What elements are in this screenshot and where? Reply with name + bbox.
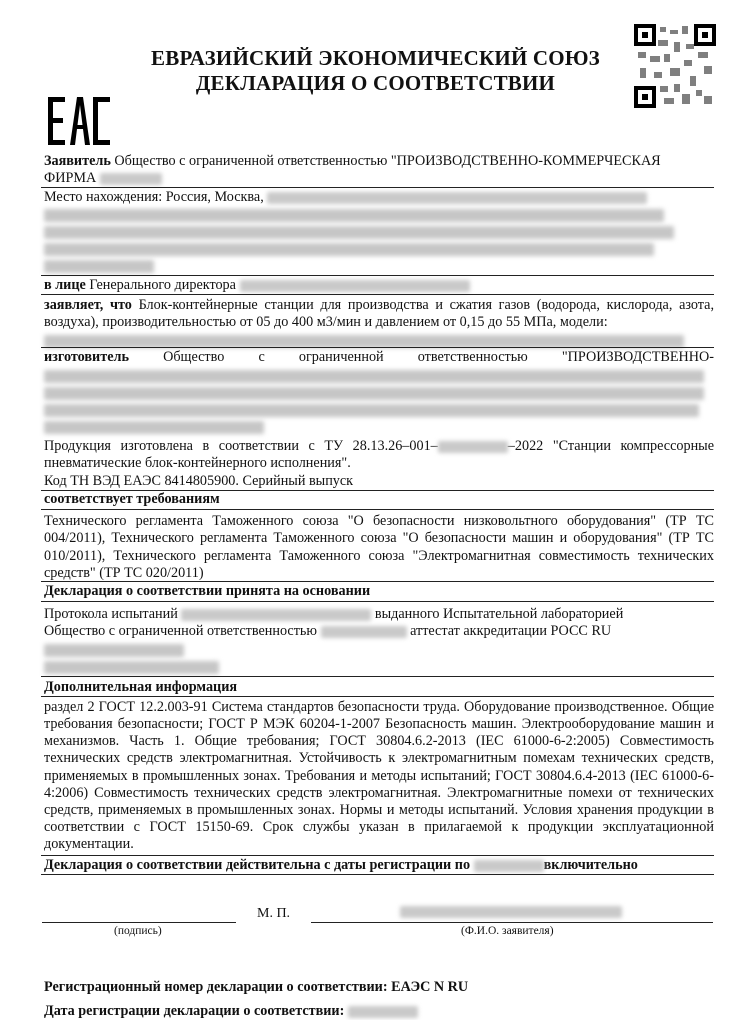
registration-date-row xyxy=(44,1003,714,1020)
divider xyxy=(41,601,714,602)
name-caption: (Ф.И.О. заявителя) xyxy=(461,925,554,937)
registration-number: Регистрационный номер декларации о соответствии: ЕАЭС N RU xyxy=(44,979,469,995)
redacted-line xyxy=(44,387,704,400)
registration-date: Дата регистрации декларации о соответствии: xyxy=(44,1003,345,1019)
redacted-line xyxy=(44,370,704,383)
manufacturer-text: Общество с ограниченной ответственностью "ПРОИЗВОДСТВЕННО- xyxy=(163,349,714,365)
divider xyxy=(41,294,714,295)
person-section xyxy=(44,277,714,294)
redacted-line xyxy=(44,421,264,434)
applicant-section xyxy=(44,153,714,188)
union-title: ЕВРАЗИЙСКИЙ ЭКОНОМИЧЕСКИЙ СОЮЗ xyxy=(151,46,600,70)
redacted-line xyxy=(44,661,219,674)
signature-line xyxy=(42,922,236,923)
applicant-text: Общество с ограниченной ответственностью "ПРОИЗВОДСТВЕННО-КОММЕРЧЕСКАЯ ФИРМА xyxy=(44,153,661,187)
product-code: Код ТН ВЭД ЕАЭС 8414805900. Серийный выпуск xyxy=(44,473,354,489)
validity-until: включительно xyxy=(543,857,638,873)
redacted-reg-date xyxy=(348,1006,418,1018)
document-title: ДЕКЛАРАЦИЯ О СООТВЕТСТВИИ xyxy=(195,71,556,95)
redacted-date xyxy=(474,860,544,872)
divider xyxy=(41,855,714,856)
additional-heading: Дополнительная информация xyxy=(44,679,238,695)
redacted-address xyxy=(267,192,647,204)
basis-issued: выданного Испытательной лабораторией xyxy=(374,606,624,622)
eac-mark-icon xyxy=(48,97,110,145)
manufacturer-section xyxy=(44,349,714,366)
divider xyxy=(41,676,714,677)
redacted-line xyxy=(44,644,184,657)
redacted-protocol xyxy=(181,609,371,621)
redacted-line xyxy=(44,243,654,256)
product-spec-b: –2022 "Станции компрессорные пневматические блок-контейнерного исполнения". xyxy=(44,438,714,472)
product-section xyxy=(44,438,714,473)
divider xyxy=(41,696,714,697)
redacted-line xyxy=(44,404,699,417)
qr-code-icon xyxy=(634,24,716,108)
redacted-line xyxy=(44,209,664,222)
redacted-spec xyxy=(438,441,508,453)
applicant-label: Заявитель xyxy=(44,153,111,169)
redacted-line xyxy=(44,260,154,273)
redacted-line xyxy=(44,226,674,239)
declares-text: Блок-контейнерные станции для производства и сжатия газов (водорода, кислорода, азота, воздуха), производительностью от 05 до 400 м3/мин и давлением от 0,15 до 55 МПа, модели: xyxy=(44,297,715,331)
conforms-heading: соответствует требованиям xyxy=(44,491,220,507)
basis-accreditation: аттестат аккредитации РОСС RU xyxy=(410,623,612,640)
basis-heading: Декларация о соответствии принята на основании xyxy=(44,583,371,599)
divider xyxy=(41,275,714,276)
divider xyxy=(41,347,714,348)
product-spec-a: Продукция изготовлена в соответствии с ТУ 28.13.26–001– xyxy=(44,438,438,454)
redacted-models xyxy=(44,335,684,348)
basis-lab: Общество с ограниченной ответственностью xyxy=(44,623,317,640)
redacted-lab xyxy=(321,626,407,638)
basis-protocol: Протокола испытаний xyxy=(44,606,178,622)
conforms-text: Технического регламента Таможенного союза "О безопасности низковольтного оборудования" (ТР ТС 004/2011), Технического регламента Таможенного союза "О безопасности машин и оборудования" (ТР ТС 010/2011), Технического регламента Таможенного союза "Электромагнитная совместимость технических средств" (ТР ТС 020/2011) xyxy=(44,513,714,581)
basis-section xyxy=(44,606,714,678)
validity-text: Декларация о соответствии действительна с даты регистрации по xyxy=(44,857,471,873)
person-label: в лице xyxy=(44,277,86,293)
location-section xyxy=(44,189,714,277)
additional-text: раздел 2 ГОСТ 12.2.003-91 Система стандартов безопасности труда. Оборудование производственное. Общие требования безопасности; ГОСТ Р МЭК 60204-1-2007 Безопасность машин. Электрооборудование машин и механизмов. Часть 1. Общие требования; ГОСТ 30804.6.2-2013 (IEC 61000-6-2:2005) Совместимость технических средств электромагнитная. Устойчивость к электромагнитным помехам технических средств, применяемых в промышленных зонах. Требования и методы испытаний; ГОСТ 30804.6.4-2013 (IEC 61000-6-4:2006) Совместимость технических средств электромагнитная. Электромагнитные помехи от технических средств, применяемых в промышленных зонах. Нормы и методы испытаний. Условия хранения продукции в соответствии с ГОСТ 15150-69. Срок службы указан в прилагаемой к продукции эксплуатационной документации. xyxy=(44,699,714,853)
signature-caption: (подпись) xyxy=(114,925,162,937)
manufacturer-label: изготовитель xyxy=(44,349,129,365)
stamp-place: М. П. xyxy=(257,906,291,921)
validity-section xyxy=(44,857,714,874)
redacted-person xyxy=(240,280,470,292)
divider xyxy=(41,581,714,582)
manufacturer-redacted xyxy=(44,367,714,438)
divider xyxy=(41,874,714,875)
person-text: Генерального директора xyxy=(89,277,236,293)
redacted-name xyxy=(100,173,162,185)
divider xyxy=(41,187,714,188)
declares-section xyxy=(44,297,714,352)
divider xyxy=(41,509,714,510)
location-label: Место нахождения: Россия, Москва, xyxy=(44,189,264,205)
redacted-signer-name xyxy=(400,906,622,918)
declares-label: заявляет, что xyxy=(44,297,132,313)
name-line xyxy=(311,922,713,923)
